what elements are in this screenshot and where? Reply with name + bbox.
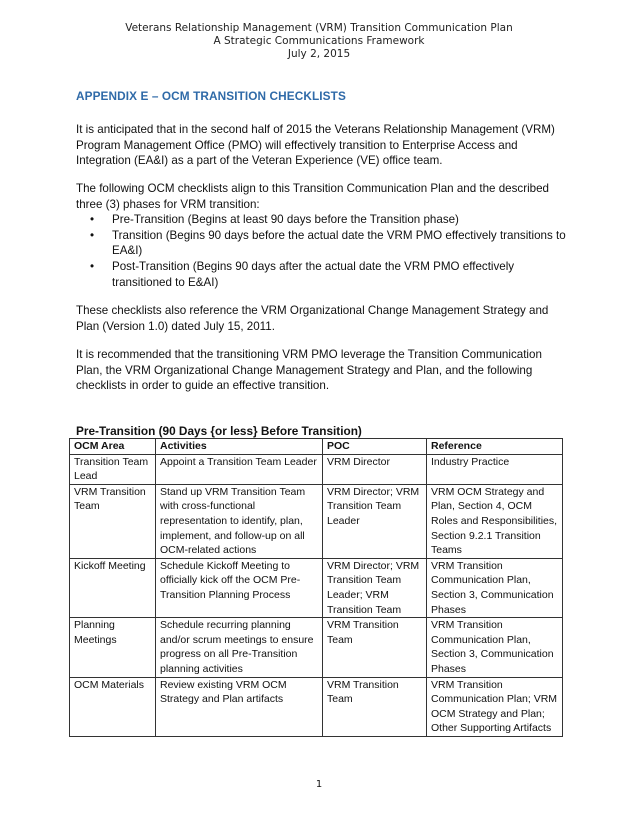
- cell-activities: Appoint a Transition Team Leader: [156, 454, 323, 484]
- cell-ocm-area: VRM Transition Team: [70, 484, 156, 558]
- cell-activities: Review existing VRM OCM Strategy and Plan artifacts: [156, 677, 323, 736]
- appendix-title: APPENDIX E – OCM TRANSITION CHECKLISTS: [76, 89, 346, 103]
- table-header-row: [70, 439, 563, 455]
- bullet-text: Pre-Transition (Begins at least 90 days before the Transition phase): [112, 213, 459, 227]
- cell-reference: VRM Transition Communication Plan, Section 3, Communication Phases: [427, 618, 563, 677]
- paragraph-intro: It is anticipated that in the second half of 2015 the Veterans Relationship Management (VRM) Program Management Office (PMO) will effectively transition to Enterprise Access and Integration (EA&I) as a part of the Veteran Experience (VE) office team.: [76, 123, 555, 168]
- bullet-text: Transition (Begins 90 days before the actual date the VRM PMO effectively transitions to EA&I): [112, 228, 566, 258]
- bullet-glyph: •: [90, 213, 95, 227]
- cell-ocm-area: Transition Team Lead: [70, 454, 156, 484]
- header-title: Veterans Relationship Management (VRM) Transition Communication Plan: [125, 22, 513, 34]
- cell-activities: Schedule Kickoff Meeting to officially kick off the OCM Pre-Transition Planning Process: [156, 558, 323, 617]
- header-activities: Activities: [156, 439, 323, 455]
- list-item: [76, 228, 566, 259]
- header-date: July 2, 2015: [287, 48, 351, 60]
- bullet-glyph: •: [90, 228, 95, 242]
- table-row: [70, 484, 563, 558]
- header-ocm-area: OCM Area: [70, 439, 156, 455]
- bullet-text: Post-Transition (Begins 90 days after the actual date the VRM PMO effectively transitioned to E&AI): [112, 259, 515, 289]
- table-row: [70, 454, 563, 484]
- cell-reference: VRM Transition Communication Plan; VRM OCM Strategy and Plan; Other Supporting Artifacts: [427, 677, 563, 736]
- header-poc: POC: [323, 439, 427, 455]
- table-row: [70, 558, 563, 617]
- header-reference: Reference: [427, 439, 563, 455]
- table-row: [70, 618, 563, 677]
- cell-reference: VRM Transition Communication Plan, Section 3, Communication Phases: [427, 558, 563, 617]
- cell-activities: Schedule recurring planning and/or scrum meetings to ensure progress on all Pre-Transition planning activities: [156, 618, 323, 677]
- cell-poc: VRM Director: [323, 454, 427, 484]
- phases-intro: The following OCM checklists align to this Transition Communication Plan and the described three (3) phases for VRM transition:: [76, 182, 549, 211]
- table-title: Pre-Transition (90 Days {or less} Before Transition): [76, 424, 362, 438]
- cell-poc: VRM Director; VRM Transition Team Leader; VRM Transition Team: [323, 558, 427, 617]
- phase-list: [76, 212, 566, 290]
- paragraph-recommendation: It is recommended that the transitioning VRM PMO leverage the Transition Communication Plan, the VRM Organizational Change Management Strategy and Plan, and the following checklists in order to guide an effective transition.: [76, 348, 542, 393]
- page-number: 1: [315, 779, 323, 790]
- cell-activities: Stand up VRM Transition Team with cross-functional representation to identify, plan, implement, and follow-up on all OCM-related actions: [156, 484, 323, 558]
- checklist-table: [69, 438, 563, 737]
- bullet-glyph: •: [90, 259, 95, 273]
- cell-reference: Industry Practice: [427, 454, 563, 484]
- list-item: [76, 259, 566, 290]
- list-item: [76, 212, 566, 228]
- header-subtitle: A Strategic Communications Framework: [213, 35, 425, 47]
- cell-ocm-area: Kickoff Meeting: [70, 558, 156, 617]
- cell-poc: VRM Director; VRM Transition Team Leader: [323, 484, 427, 558]
- paragraph-phases: [76, 181, 566, 290]
- cell-ocm-area: Planning Meetings: [70, 618, 156, 677]
- paragraph-references: These checklists also reference the VRM Organizational Change Management Strategy and Plan (Version 1.0) dated July 15, 2011.: [76, 304, 549, 333]
- cell-reference: VRM OCM Strategy and Plan, Section 4, OCM Roles and Responsibilities, Section 9.2.1 Transition Teams: [427, 484, 563, 558]
- cell-poc: VRM Transition Team: [323, 618, 427, 677]
- table-row: [70, 677, 563, 736]
- cell-ocm-area: OCM Materials: [70, 677, 156, 736]
- cell-poc: VRM Transition Team: [323, 677, 427, 736]
- page-header: [0, 22, 638, 61]
